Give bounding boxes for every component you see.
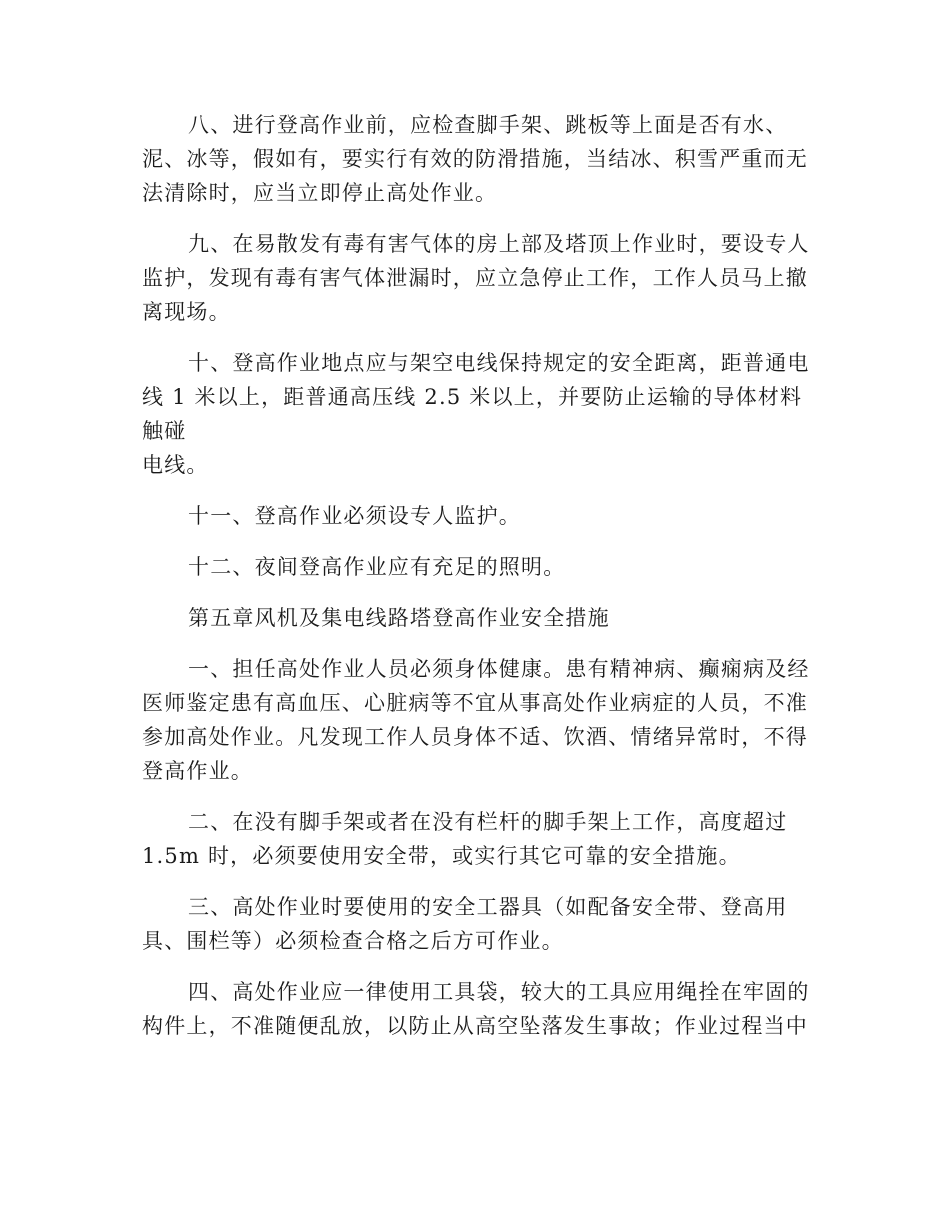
paragraph-line: 八、进行登高作业前，应检查脚手架、跳板等上面是否有水、 bbox=[188, 113, 788, 137]
paragraph-line: 电线。 bbox=[142, 453, 209, 477]
paragraph-10 bbox=[142, 346, 814, 482]
paragraph-line: 泥、冰等，假如有，要实行有效的防滑措施，当结冰、积雪严重而无 bbox=[142, 147, 808, 171]
chapter-heading-text: 第五章风机及集电线路塔登高作业安全措施 bbox=[188, 606, 610, 630]
paragraph-line: 构件上，不准随便乱放，以防止从高空坠落发生事故；作业过程当中 bbox=[142, 1014, 808, 1038]
paragraph-ch5-3 bbox=[142, 890, 814, 958]
paragraph-line: 线 1 米以上，距普通高压线 2.5 米以上，并要防止运输的导体材料触碰 bbox=[142, 385, 803, 443]
paragraph-line: 一、担任高处作业人员必须身体健康。患有精神病、癫痫病及经 bbox=[188, 657, 810, 681]
paragraph-line: 离现场。 bbox=[142, 300, 231, 324]
paragraph-ch5-4 bbox=[142, 975, 814, 1043]
paragraph-line: 监护，发现有毒有害气体泄漏时，应立急停止工作，工作人员马上撤 bbox=[142, 266, 808, 290]
paragraph-ch5-1 bbox=[142, 652, 814, 788]
paragraph-line: 十、登高作业地点应与架空电线保持规定的安全距离，距普通电 bbox=[188, 351, 810, 375]
paragraph-9 bbox=[142, 227, 814, 329]
chapter-heading bbox=[142, 601, 814, 635]
paragraph-line: 1.5m 时，必须要使用安全带，或实行其它可靠的安全措施。 bbox=[142, 844, 741, 868]
paragraph-line: 具、围栏等）必须检查合格之后方可作业。 bbox=[142, 929, 564, 953]
paragraph-12 bbox=[142, 550, 814, 584]
paragraph-line: 九、在易散发有毒有害气体的房上部及塔顶上作业时，要设专人 bbox=[188, 232, 810, 256]
paragraph-line: 四、高处作业应一律使用工具袋，较大的工具应用绳拴在牢固的 bbox=[188, 980, 810, 1004]
paragraph-ch5-2 bbox=[142, 805, 814, 873]
paragraph-11 bbox=[142, 499, 814, 533]
paragraph-line: 医师鉴定患有高血压、心脏病等不宜从事高处作业病症的人员，不准 bbox=[142, 691, 808, 715]
paragraph-line: 法清除时，应当立即停止高处作业。 bbox=[142, 181, 498, 205]
document-body bbox=[142, 108, 814, 1060]
paragraph-line: 参加高处作业。凡发现工作人员身体不适、饮酒、情绪异常时，不得 bbox=[142, 725, 808, 749]
paragraph-line: 十二、夜间登高作业应有充足的照明。 bbox=[188, 555, 566, 579]
paragraph-line: 三、高处作业时要使用的安全工器具（如配备安全带、登高用 bbox=[188, 895, 788, 919]
paragraph-8 bbox=[142, 108, 814, 210]
paragraph-line: 十一、登高作业必须设专人监护。 bbox=[188, 504, 521, 528]
paragraph-line: 登高作业。 bbox=[142, 759, 253, 783]
paragraph-line: 二、在没有脚手架或者在没有栏杆的脚手架上工作，高度超过 bbox=[188, 810, 788, 834]
